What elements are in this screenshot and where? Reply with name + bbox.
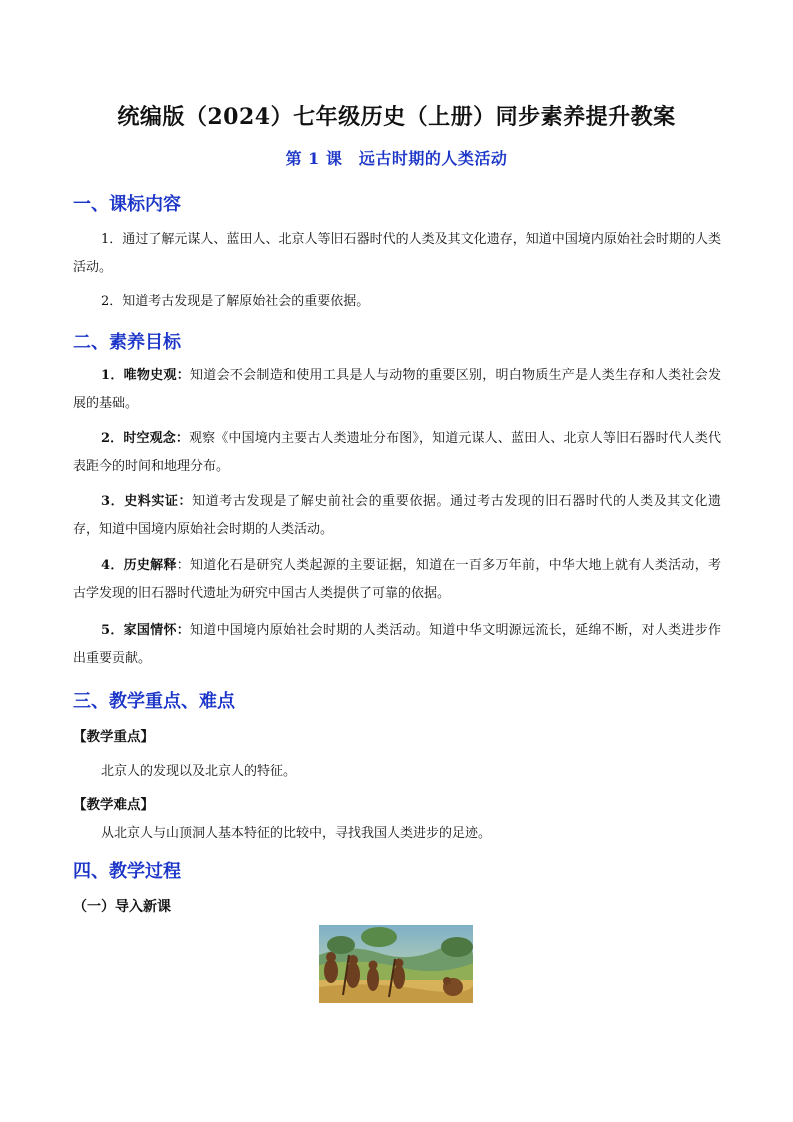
- section-heading-curriculum: 一、课标内容: [73, 194, 181, 215]
- goal-item-4: [73, 552, 721, 608]
- difficulty-label: 【教学难点】: [73, 797, 154, 813]
- document-title: 统编版（2024）七年级历史（上册）同步素养提升教案: [117, 104, 676, 130]
- key-point-label: 【教学重点】: [73, 729, 154, 745]
- goal-item-2-label: 2．时空观念：: [101, 431, 190, 446]
- key-point-text: 北京人的发现以及北京人的特征。: [101, 764, 297, 779]
- goal-item-5-label: 5．家国情怀：: [101, 623, 191, 638]
- lesson-title: 第 1 课 远古时期的人类活动: [285, 149, 508, 168]
- goal-item-3-label: 3．史料实证：: [101, 494, 193, 509]
- goal-item-2: [73, 425, 721, 481]
- goal-item-3-text: 知道考古发现是了解史前社会的重要依据。通过考古发现的旧石器时代的人类及其文化遗存，知道中国境内原始社会时期的人类活动。: [73, 494, 721, 537]
- goal-item-1-label: 1．唯物史观：: [101, 368, 191, 383]
- goal-item-3: [73, 488, 721, 544]
- subsection-intro: （一）导入新课: [73, 899, 171, 915]
- curriculum-item-1: 1．通过了解元谋人、蓝田人、北京人等旧石器时代的人类及其文化遗存，知道中国境内原始社会时期的人类活动。: [73, 232, 721, 275]
- section-heading-teaching-process: 四、教学过程: [73, 861, 181, 882]
- goal-item-5-text: 知道中国境内原始社会时期的人类活动。知道中华文明源远流长，延绵不断，对人类进步作出重要贡献。: [73, 623, 721, 666]
- ancient-humans-illustration: [319, 925, 473, 1003]
- goal-item-1: [73, 362, 721, 418]
- goal-item-4-text: ：知道化石是研究人类起源的主要证据，知道在一百多万年前，中华大地上就有人类活动，考古学发现的旧石器时代遗址为研究中国古人类提供了可靠的依据。: [73, 558, 721, 601]
- goal-item-4-label: 4．历史解释: [101, 558, 177, 573]
- section-heading-literacy-goals: 二、素养目标: [73, 332, 181, 353]
- goal-item-1-text: 知道会不会制造和使用工具是人与动物的重要区别，明白物质生产是人类生存和人类社会发展的基础。: [73, 368, 721, 411]
- section-heading-key-points: 三、教学重点、难点: [73, 691, 235, 712]
- goal-item-2-text: 观察《中国境内主要古人类遗址分布图》，知道元谋人、蓝田人、北京人等旧石器时代人类代表距今的时间和地理分布。: [73, 431, 721, 474]
- difficulty-text: 从北京人与山顶洞人基本特征的比较中，寻找我国人类进步的足迹。: [101, 826, 492, 841]
- goal-item-5: [73, 617, 721, 673]
- curriculum-item-2: 2．知道考古发现是了解原始社会的重要依据。: [101, 294, 370, 309]
